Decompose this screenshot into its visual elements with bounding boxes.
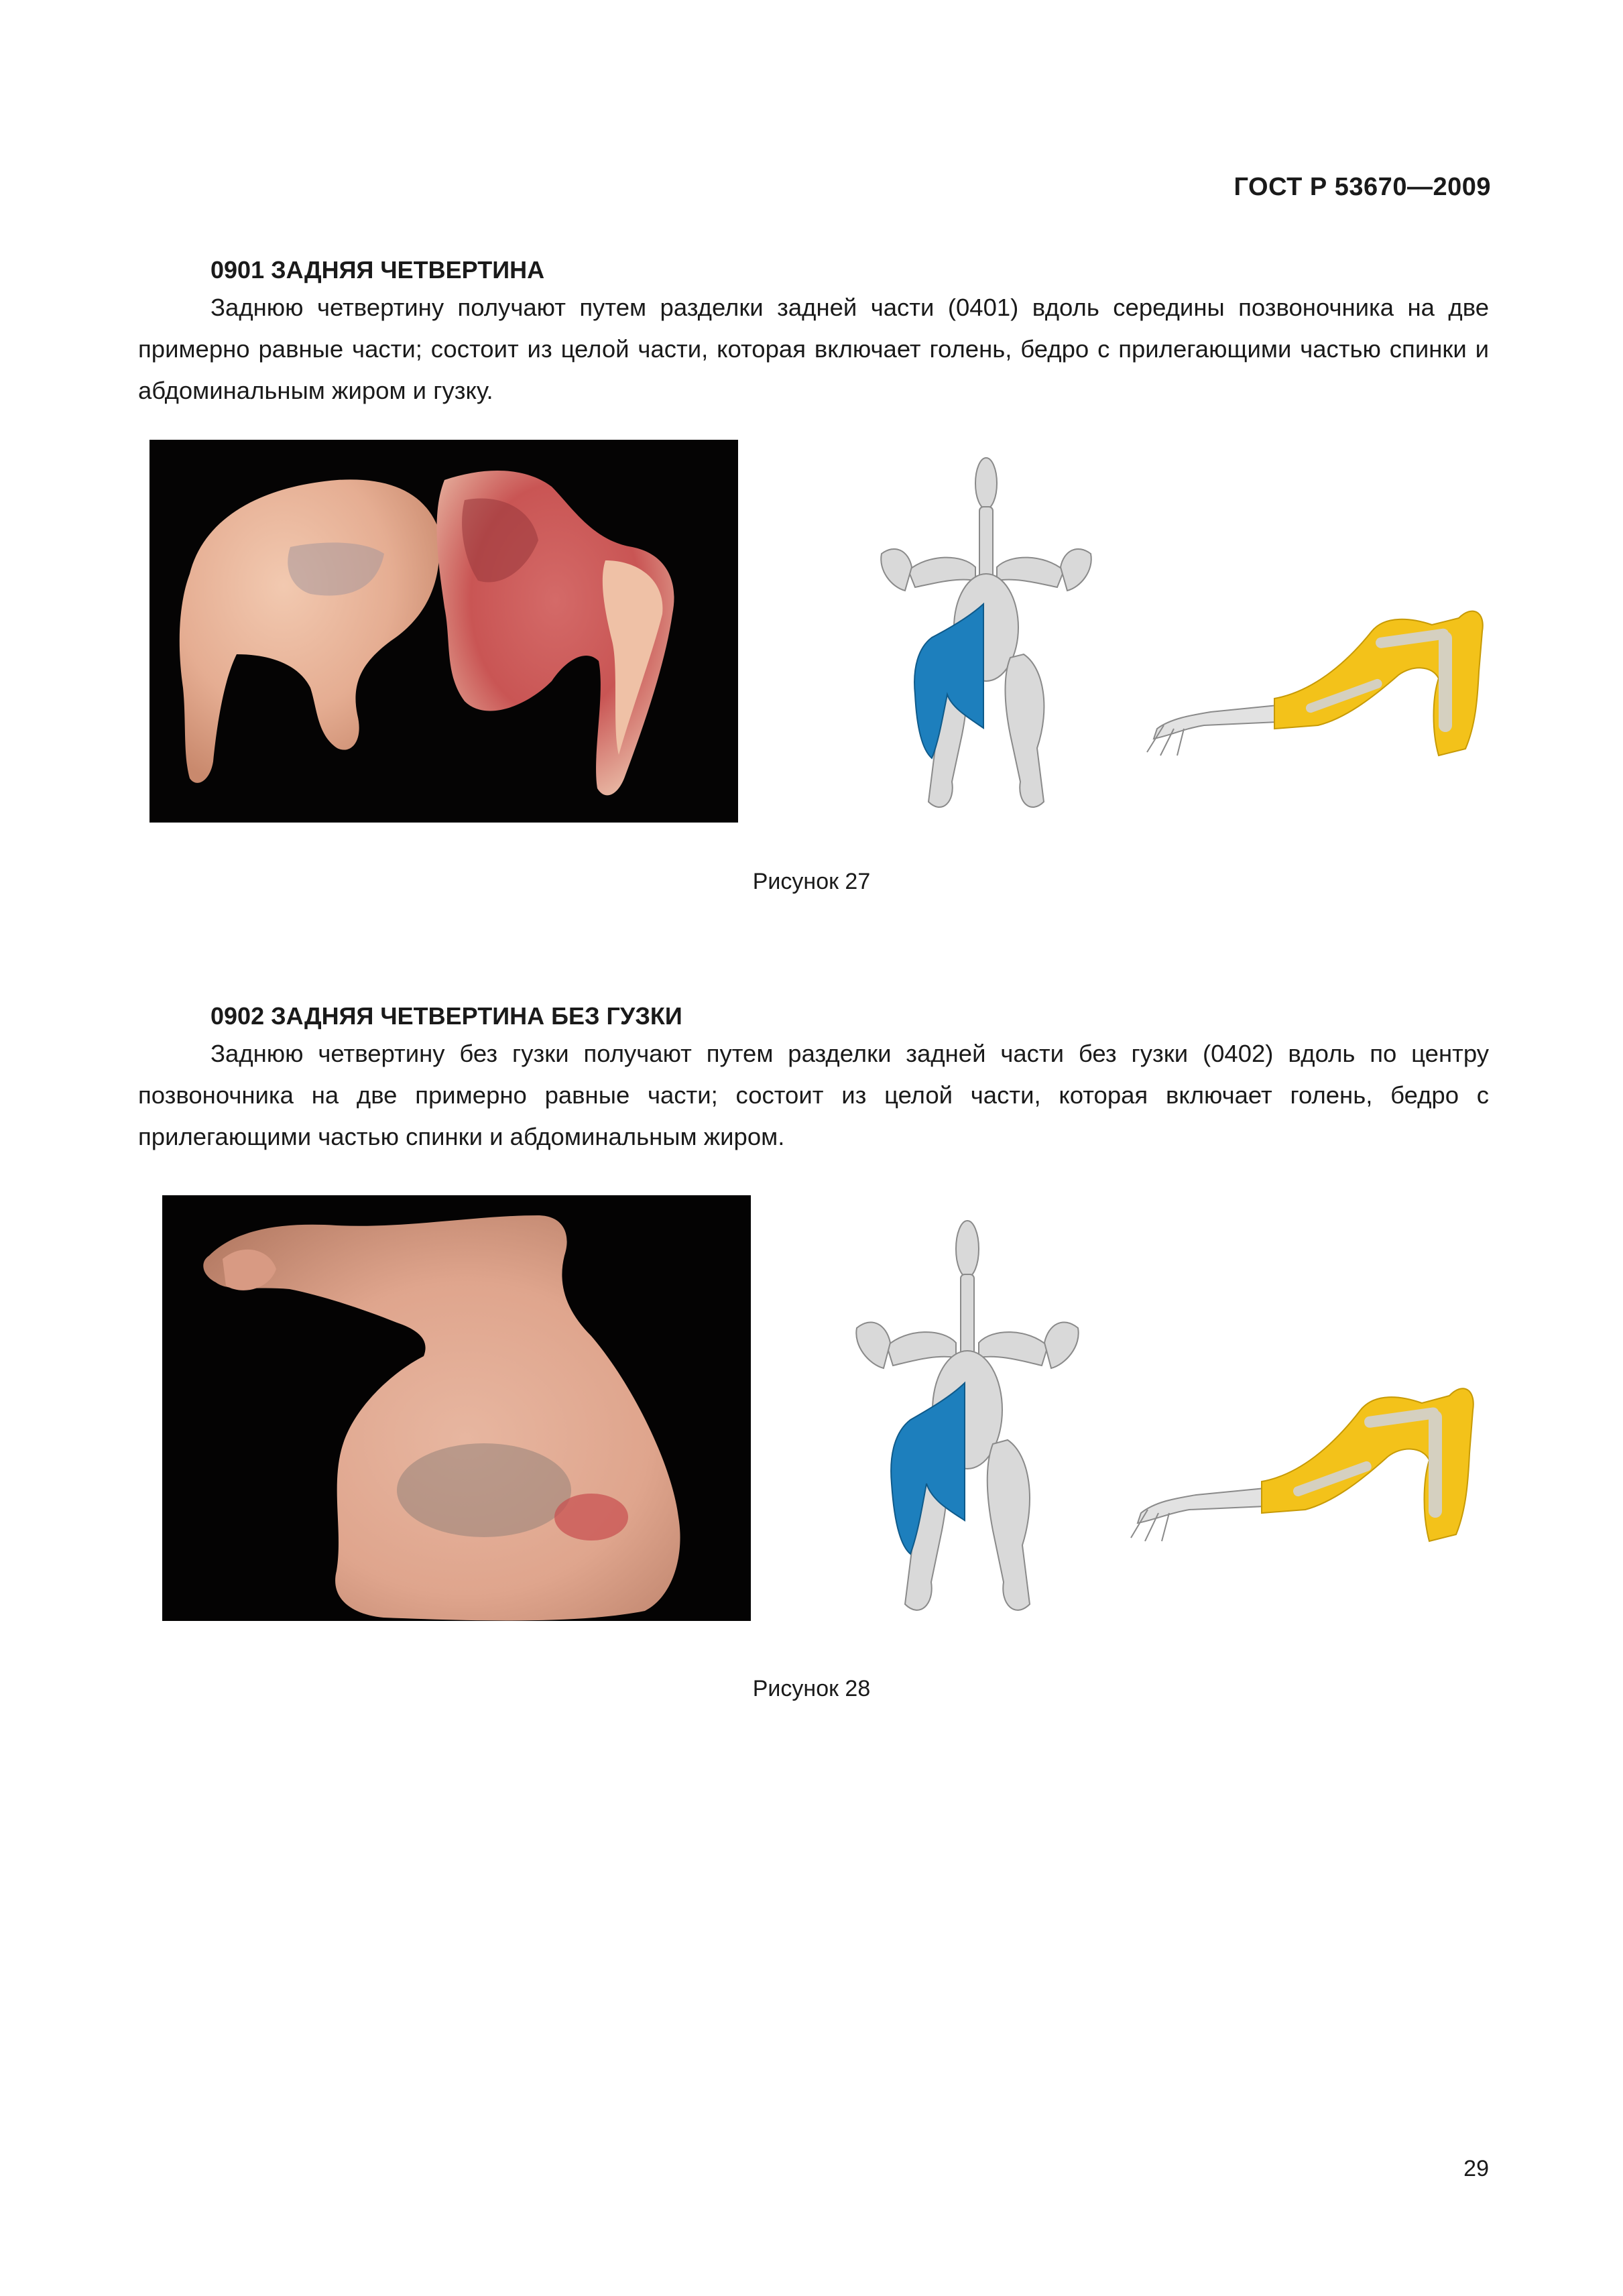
product-photo-hind-quarter-without-tail xyxy=(162,1195,751,1621)
figure-caption: Рисунок 28 xyxy=(752,1676,871,1701)
section-title: 0902 ЗАДНЯЯ ЧЕТВЕРТИНА БЕЗ ГУЗКИ xyxy=(211,1002,682,1030)
section-title: 0901 ЗАДНЯЯ ЧЕТВЕРТИНА xyxy=(211,256,545,284)
section-paragraph xyxy=(138,1033,1489,1158)
page-number: 29 xyxy=(1463,2156,1489,2181)
limb-diagram-side-view xyxy=(1144,591,1486,759)
section-paragraph xyxy=(138,287,1489,412)
paragraph-text: Заднюю четвертину без гузки получают путем разделки задней части без гузки (0402) вдоль по центру позвоночника на две примерно равные части; состоит из целой части, которая включает голень, бедро с прилегающими частью спинки и абдоминальным жиром. xyxy=(138,1040,1489,1150)
limb-diagram-side-view xyxy=(1128,1368,1476,1545)
paragraph-text: Заднюю четвертину получают путем разделки задней части (0401) вдоль середины позвоночника на две примерно равные части; состоит из целой части, которая включает голень, бедро с прилегающими частью спинки и абдоминальным жиром и гузку. xyxy=(138,294,1489,404)
skeleton-diagram-top-view xyxy=(843,1215,1091,1632)
document-standard-id: ГОСТ Р 53670—2009 xyxy=(1234,173,1491,201)
product-photo-hind-quarter xyxy=(149,440,738,823)
skeleton-diagram-top-view xyxy=(868,453,1104,826)
figure-caption: Рисунок 27 xyxy=(752,869,871,894)
